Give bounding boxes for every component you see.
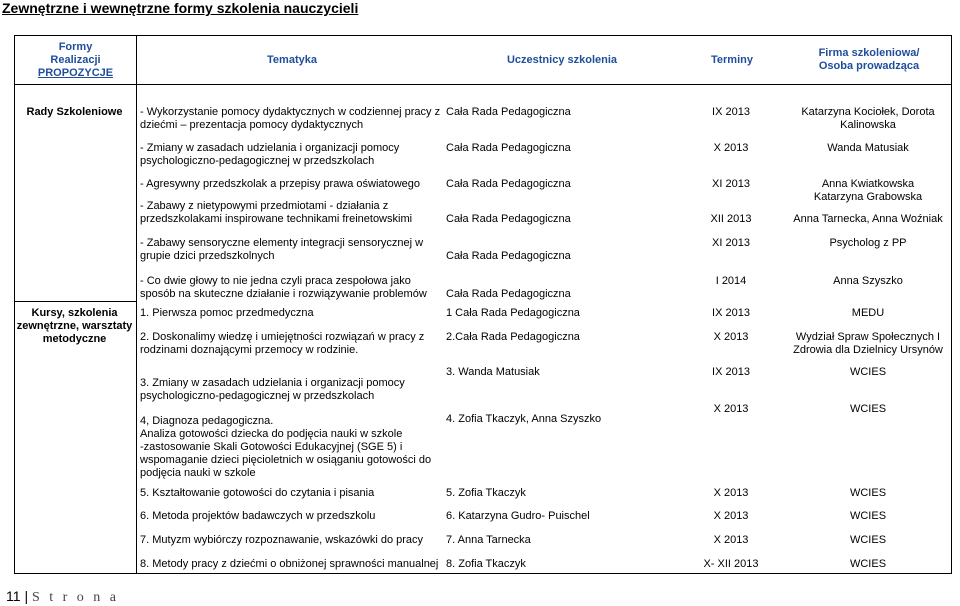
topic-line: - Zabawy z nietypowymi przedmiotami - działania z bbox=[140, 200, 389, 212]
column-divider bbox=[136, 36, 137, 573]
date: X 2013 bbox=[713, 510, 749, 522]
row-divider bbox=[15, 301, 136, 302]
firm-line: Wanda Matusiak bbox=[827, 142, 909, 154]
header-forms-line: Formy bbox=[58, 40, 93, 53]
header-topics: Tematyka bbox=[267, 53, 317, 66]
table-header bbox=[15, 36, 951, 85]
list-item bbox=[140, 275, 427, 301]
firm bbox=[786, 510, 950, 523]
date: X 2013 bbox=[713, 331, 749, 343]
firm-line: WCIES bbox=[849, 534, 887, 546]
firm bbox=[786, 534, 950, 547]
list-item bbox=[140, 178, 420, 191]
topic-line: grupie dzici przedszkolnych bbox=[140, 250, 275, 262]
participant: Cała Rada Pedagogiczna bbox=[446, 142, 571, 154]
list-item bbox=[140, 377, 405, 403]
firm bbox=[786, 275, 950, 288]
topic-line: 3. Zmiany w zasadach udzielania i organizacji pomocy bbox=[140, 377, 405, 389]
list-item bbox=[140, 200, 412, 226]
date: IX 2013 bbox=[712, 366, 750, 378]
topic-line: - Agresywny przedszkolak a przepisy prawa oświatowego bbox=[140, 178, 421, 190]
topic-line: - Zabawy sensoryczne elementy integracji sensorycznej w bbox=[140, 237, 424, 249]
footer-page-word: S t r o n a bbox=[31, 590, 120, 605]
list-item bbox=[140, 307, 314, 320]
topic-line: 8. Metody pracy z dziećmi o obniżonej sprawności manualnej bbox=[140, 558, 439, 570]
date: X 2013 bbox=[713, 403, 749, 415]
firm bbox=[786, 178, 950, 204]
participant: Cała Rada Pedagogiczna bbox=[446, 250, 571, 262]
topic-line: - Zmiany w zasadach udzielania i organizacji pomocy bbox=[140, 142, 400, 154]
participant: 3. Wanda Matusiak bbox=[446, 366, 540, 378]
list-item bbox=[140, 106, 440, 132]
date: XI 2013 bbox=[712, 237, 750, 249]
firm bbox=[786, 307, 950, 320]
participant: 8. Zofia Tkaczyk bbox=[446, 558, 526, 570]
list-item bbox=[140, 534, 423, 547]
list-item bbox=[140, 510, 375, 523]
topic-line: sposób na skuteczne działanie i rozwiązywanie problemów bbox=[140, 288, 427, 300]
date: XI 2013 bbox=[712, 178, 750, 190]
firm-line: WCIES bbox=[849, 487, 887, 499]
date: X 2013 bbox=[713, 487, 749, 499]
firm-line: WCIES bbox=[849, 366, 887, 378]
header-forms-line: PROPOZYCJE bbox=[37, 66, 114, 79]
firm-line: WCIES bbox=[849, 403, 887, 415]
topic-line: psychologiczno-pedagogicznej w przedszkolach bbox=[140, 155, 375, 167]
participant: 6. Katarzyna Gudro- Puischel bbox=[446, 510, 590, 522]
list-item bbox=[140, 558, 438, 571]
firm bbox=[786, 237, 950, 250]
page-title: Zewnętrzne i wewnętrzne formy szkolenia nauczycieli bbox=[2, 0, 359, 16]
participant: Cała Rada Pedagogiczna bbox=[446, 288, 571, 300]
participant: 2.Cała Rada Pedagogiczna bbox=[446, 331, 580, 343]
topic-line: - Co dwie głowy to nie jedna czyli praca zespołowa jako bbox=[140, 275, 411, 287]
date: X 2013 bbox=[713, 142, 749, 154]
date: I 2014 bbox=[715, 275, 747, 287]
header-participants: Uczestnicy szkolenia bbox=[506, 53, 618, 66]
firm bbox=[786, 331, 950, 357]
participant: Cała Rada Pedagogiczna bbox=[446, 106, 571, 118]
participant: 1 Cała Rada Pedagogiczna bbox=[446, 307, 580, 319]
list-item bbox=[140, 331, 424, 357]
topic-line: - Wykorzystanie pomocy dydaktycznych w codziennej pracy z bbox=[140, 106, 441, 118]
topic-line: rodzinami doznającymi przemocy w rodzinie. bbox=[140, 344, 359, 356]
section-kursy-line: Kursy, szkolenia bbox=[31, 307, 118, 319]
date: IX 2013 bbox=[712, 307, 750, 319]
topic-line: 7. Mutyzm wybiórczy rozpoznawanie, wskazówki do pracy bbox=[140, 534, 424, 546]
date: IX 2013 bbox=[712, 106, 750, 118]
topic-line: -zastosowanie Skali Gotowości Edukacyjnej (SGE 5) i bbox=[140, 441, 403, 453]
footer-separator: | bbox=[24, 588, 29, 604]
list-item bbox=[140, 487, 374, 500]
header-firm-line: Osoba prowadząca bbox=[818, 60, 920, 72]
page-footer bbox=[6, 588, 119, 606]
participant: Cała Rada Pedagogiczna bbox=[446, 178, 571, 190]
row-divider bbox=[15, 84, 136, 85]
header-firm bbox=[787, 36, 951, 84]
header-forms bbox=[15, 36, 136, 84]
firm-line: Katarzyna Kociołek, Dorota bbox=[801, 106, 935, 118]
page-number: 11 bbox=[6, 588, 21, 604]
firm bbox=[786, 403, 950, 416]
section-rady: Rady Szkoleniowe bbox=[26, 106, 123, 118]
participant: 4. Zofia Tkaczyk, Anna Szyszko bbox=[446, 413, 602, 425]
topic-line: 1. Pierwsza pomoc przedmedyczna bbox=[140, 307, 314, 319]
firm-line: Zdrowia dla Dzielnicy Ursynów bbox=[793, 344, 943, 356]
topic-line: przedszkolakami inspirowane technikami freinetowskimi bbox=[140, 213, 413, 225]
firm bbox=[786, 213, 950, 226]
topic-line: Analiza gotowości dziecka do podjęcia nauki w szkole bbox=[140, 428, 403, 440]
firm-line: Anna Tarnecka, Anna Woźniak bbox=[793, 213, 943, 225]
firm bbox=[786, 487, 950, 500]
participant: 7. Anna Tarnecka bbox=[446, 534, 531, 546]
list-item bbox=[140, 142, 399, 168]
topic-line: 4, Diagnoza pedagogiczna. bbox=[140, 415, 274, 427]
section-kursy bbox=[14, 307, 135, 346]
firm bbox=[786, 558, 950, 571]
topic-line: 5. Kształtowanie gotowości do czytania i pisania bbox=[140, 487, 375, 499]
header-dates: Terminy bbox=[711, 53, 753, 66]
topic-line: 6. Metoda projektów badawczych w przedszkolu bbox=[140, 510, 376, 522]
firm-line: Anna Kwiatkowska bbox=[821, 178, 915, 190]
firm-line: Wydział Spraw Społecznych I bbox=[795, 331, 941, 343]
list-item bbox=[140, 237, 423, 263]
firm-line: MEDU bbox=[851, 307, 885, 319]
header-firm-line: Firma szkoleniowa/ bbox=[818, 47, 920, 59]
firm-line: Anna Szyszko bbox=[833, 275, 903, 287]
date: X- XII 2013 bbox=[703, 558, 759, 570]
list-item bbox=[140, 415, 431, 480]
participant: 5. Zofia Tkaczyk bbox=[446, 487, 526, 499]
firm-line: Psycholog z PP bbox=[829, 237, 907, 249]
participant: Cała Rada Pedagogiczna bbox=[446, 213, 571, 225]
section-kursy-line: zewnętrzne, warsztaty bbox=[16, 320, 133, 332]
date: XII 2013 bbox=[710, 213, 752, 225]
header-forms-line: Realizacji bbox=[50, 53, 101, 66]
firm-line: Kalinowska bbox=[840, 119, 896, 131]
firm bbox=[786, 142, 950, 155]
firm-line: WCIES bbox=[849, 558, 887, 570]
firm-line: WCIES bbox=[849, 510, 887, 522]
topic-line: psychologiczno-pedagogicznej w przedszkolach bbox=[140, 390, 375, 402]
firm bbox=[786, 366, 950, 379]
topic-line: wspomaganie dzieci pięcioletnich w osiąganiu gotowości do bbox=[140, 454, 432, 466]
firm-line: Katarzyna Grabowska bbox=[813, 191, 923, 203]
topic-line: 2. Doskonalimy wiedzę i umiejętności rozwiązań w pracy z bbox=[140, 331, 425, 343]
section-kursy-line: metodyczne bbox=[42, 333, 107, 345]
firm bbox=[786, 106, 950, 132]
topic-line: dziećmi – prezentacja pomocy dydaktycznych bbox=[140, 119, 364, 131]
topic-line: podjęcia nauki w szkole bbox=[140, 467, 256, 479]
date: X 2013 bbox=[713, 534, 749, 546]
